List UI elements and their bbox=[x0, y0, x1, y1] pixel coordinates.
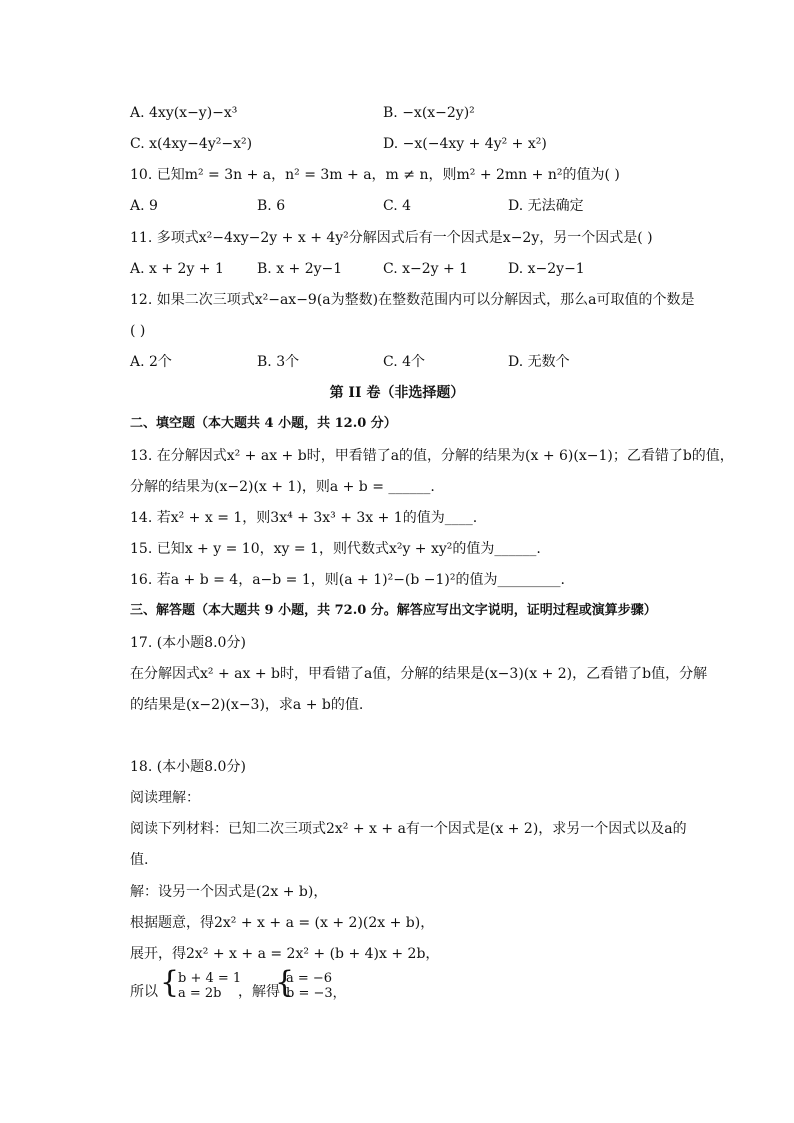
q17-line1: 在分解因式x² + ax + b时，甲看错了a值，分解的结果是(x−3)(x + 2)，乙看错了b值，分解 bbox=[130, 666, 708, 682]
q11-option-b: B. x + 2y−1 bbox=[257, 261, 343, 277]
q9-option-c: C. x(4xy−4y²−x²) bbox=[130, 136, 253, 152]
q11-stem: 11. 多项式x²−4xy−2y + x + 4y²分解因式后有一个因式是x−2y，另一个因式是( ) bbox=[130, 230, 653, 246]
q11-option-d: D. x−2y−1 bbox=[508, 261, 585, 277]
q16-text: 16. 若a + b = 4，a−b = 1，则(a + 1)²−(b −1)²的值为_________. bbox=[130, 572, 565, 588]
q13-line2: 分解的结果为(x−2)(x + 1)，则a + b = ______. bbox=[130, 479, 435, 495]
q12-stem: 12. 如果二次三项式x²−ax−9(a为整数)在整数范围内可以分解因式，那么a可取值的个数是 bbox=[130, 292, 695, 308]
system2-eq1: a = −6 bbox=[286, 971, 333, 986]
q12-paren: ( ) bbox=[130, 323, 146, 339]
section3-heading: 三、解答题（本大题共 9 小题，共 72.0 分。解答应写出文字说明，证明过程或演算步骤） bbox=[130, 603, 657, 618]
q9-option-b: B. −x(x−2y)² bbox=[383, 105, 475, 121]
q10-option-a: A. 9 bbox=[130, 198, 158, 214]
q10-option-c: C. 4 bbox=[383, 198, 412, 214]
system1-eq1: b + 4 = 1 bbox=[178, 971, 242, 986]
q18-solve-label: ，解得 bbox=[238, 984, 280, 1000]
q13-line1: 13. 在分解因式x² + ax + b时，甲看错了a的值，分解的结果为(x + 6)(x−1)；乙看错了b的值， bbox=[130, 448, 734, 464]
q18-title: 阅读理解： bbox=[130, 790, 200, 806]
left-brace-2: { bbox=[275, 965, 295, 1000]
q17-header: 17. (本小题8.0分) bbox=[130, 635, 246, 651]
q12-option-d: D. 无数个 bbox=[508, 354, 570, 370]
q18-line3: 解：设另一个因式是(2x + b)， bbox=[130, 884, 328, 900]
q12-option-c: C. 4个 bbox=[383, 354, 426, 370]
q17-line2: 的结果是(x−2)(x−3)，求a + b的值. bbox=[130, 697, 364, 713]
q11-option-c: C. x−2y + 1 bbox=[383, 261, 469, 277]
q18-line4: 根据题意，得2x² + x + a = (x + 2)(2x + b)， bbox=[130, 915, 435, 931]
section2-heading: 二、填空题（本大题共 4 小题，共 12.0 分） bbox=[130, 416, 397, 431]
system1-eq2: a = 2b bbox=[178, 986, 222, 1001]
q10-option-d: D. 无法确定 bbox=[508, 198, 584, 214]
q15-text: 15. 已知x + y = 10，xy = 1，则代数式x²y + xy²的值为______. bbox=[130, 541, 541, 557]
q18-line1: 阅读下列材料：已知二次三项式2x² + x + a有一个因式是(x + 2)，求另一个因式以及a的 bbox=[130, 821, 687, 837]
q12-option-a: A. 2个 bbox=[130, 354, 172, 370]
q10-stem: 10. 已知m² = 3n + a，n² = 3m + a，m ≠ n，则m² + 2mn + n²的值为( ) bbox=[130, 167, 620, 183]
q18-line5: 展开，得2x² + x + a = 2x² + (b + 4)x + 2b， bbox=[130, 946, 440, 962]
left-brace-1: { bbox=[160, 965, 180, 1000]
q18-line2: 值. bbox=[130, 852, 149, 868]
q12-option-b: B. 3个 bbox=[257, 354, 300, 370]
q10-option-b: B. 6 bbox=[257, 198, 286, 214]
q18-header: 18. (本小题8.0分) bbox=[130, 759, 246, 775]
q9-option-a: A. 4xy(x−y)−x³ bbox=[130, 105, 238, 121]
system2-eq2: b = −3， bbox=[286, 986, 346, 1001]
part2-title: 第 II 卷（非选择题） bbox=[329, 385, 465, 401]
q18-so-label: 所以 bbox=[130, 984, 158, 1000]
q9-option-d: D. −x(−4xy + 4y² + x²) bbox=[383, 136, 547, 152]
q14-text: 14. 若x² + x = 1，则3x⁴ + 3x³ + 3x + 1的值为____. bbox=[130, 510, 478, 526]
q11-option-a: A. x + 2y + 1 bbox=[130, 261, 224, 277]
